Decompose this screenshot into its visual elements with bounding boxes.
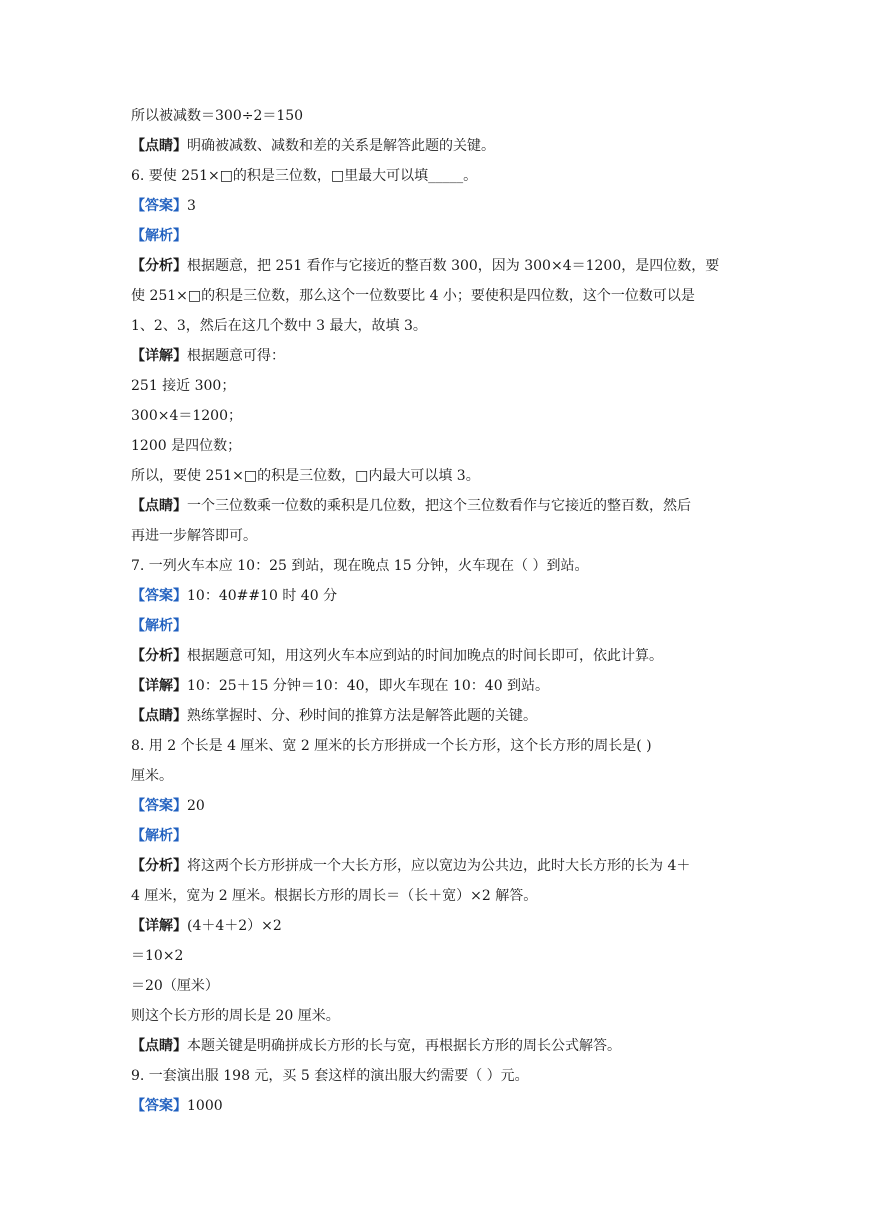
- section-tag: 【点睛】: [131, 708, 187, 724]
- text-line: [131, 736, 741, 756]
- text-line: [131, 136, 741, 156]
- text-line: [131, 796, 741, 816]
- line-text: 所以被减数＝300÷2＝150: [131, 108, 304, 124]
- text-line: [131, 976, 741, 996]
- section-tag: 【分析】: [131, 648, 187, 664]
- section-tag: 【分析】: [131, 858, 187, 874]
- line-text: 明确被减数、减数和差的关系是解答此题的关键。: [187, 138, 495, 154]
- text-line: [131, 166, 741, 186]
- text-line: [131, 826, 741, 846]
- section-tag: 【解析】: [131, 618, 187, 634]
- text-line: [131, 646, 741, 666]
- line-text: 10：25＋15 分钟＝10：40，即火车现在 10：40 到站。: [187, 678, 550, 694]
- line-text: 10：40##10 时 40 分: [187, 588, 338, 604]
- line-text: 再进一步解答即可。: [131, 528, 257, 544]
- text-line: [131, 886, 741, 906]
- text-line: [131, 1036, 741, 1056]
- text-line: [131, 106, 741, 126]
- line-text: 一个三位数乘一位数的乘积是几位数，把这个三位数看作与它接近的整百数，然后: [187, 498, 691, 514]
- line-text: ＝20（厘米）: [131, 978, 219, 994]
- section-tag: 【详解】: [131, 918, 187, 934]
- text-line: [131, 556, 741, 576]
- text-line: [131, 526, 741, 546]
- text-line: [131, 916, 741, 936]
- text-line: [131, 466, 741, 486]
- line-text: 根据题意，把 251 看作与它接近的整百数 300，因为 300×4＝1200，是四位数，要: [187, 258, 720, 274]
- text-line: [131, 316, 741, 336]
- line-text: 7. 一列火车本应 10：25 到站，现在晚点 15 分钟，火车现在（ ）到站。: [131, 558, 589, 574]
- line-text: 本题关键是明确拼成长方形的长与宽，再根据长方形的周长公式解答。: [187, 1038, 621, 1054]
- line-text: 8. 用 2 个长是 4 厘米、宽 2 厘米的长方形拼成一个长方形，这个长方形的周长是( ): [131, 738, 652, 754]
- line-text: 251 接近 300；: [131, 378, 236, 394]
- line-text: 4 厘米，宽为 2 厘米。根据长方形的周长＝（长＋宽）×2 解答。: [131, 888, 538, 904]
- text-line: [131, 856, 741, 876]
- text-line: [131, 376, 741, 396]
- section-tag: 【点睛】: [131, 1038, 187, 1054]
- section-tag: 【解析】: [131, 828, 187, 844]
- line-text: 20: [187, 798, 205, 814]
- section-tag: 【答案】: [131, 198, 187, 214]
- text-line: [131, 256, 741, 276]
- text-line: [131, 1096, 741, 1116]
- section-tag: 【点睛】: [131, 138, 187, 154]
- text-line: [131, 766, 741, 786]
- text-line: [131, 346, 741, 366]
- section-tag: 【答案】: [131, 1098, 187, 1114]
- section-tag: 【解析】: [131, 228, 187, 244]
- text-line: [131, 946, 741, 966]
- line-text: 6. 要使 251×□的积是三位数，□里最大可以填_____。: [131, 168, 478, 184]
- text-line: [131, 676, 741, 696]
- section-tag: 【答案】: [131, 798, 187, 814]
- line-text: 使 251×□的积是三位数，那么这个一位数要比 4 小；要使积是四位数，这个一位数可以是: [131, 288, 695, 304]
- section-tag: 【点睛】: [131, 498, 187, 514]
- text-line: [131, 406, 741, 426]
- line-text: 则这个长方形的周长是 20 厘米。: [131, 1008, 340, 1024]
- line-text: 厘米。: [131, 768, 173, 784]
- line-text: 3: [187, 198, 196, 214]
- text-line: [131, 1006, 741, 1026]
- line-text: 1、2、3，然后在这几个数中 3 最大，故填 3。: [131, 318, 427, 334]
- line-text: (4＋4＋2）×2: [187, 918, 282, 934]
- section-tag: 【详解】: [131, 348, 187, 364]
- section-tag: 【答案】: [131, 588, 187, 604]
- text-line: [131, 286, 741, 306]
- section-tag: 【分析】: [131, 258, 187, 274]
- text-line: [131, 706, 741, 726]
- text-line: [131, 196, 741, 216]
- text-line: [131, 496, 741, 516]
- line-text: 根据题意可知，用这列火车本应到站的时间加晚点的时间长即可，依此计算。: [187, 648, 663, 664]
- text-line: [131, 616, 741, 636]
- line-text: 300×4＝1200；: [131, 408, 242, 424]
- line-text: 1000: [187, 1098, 223, 1114]
- text-line: [131, 1066, 741, 1086]
- text-line: [131, 586, 741, 606]
- line-text: 9. 一套演出服 198 元，买 5 套这样的演出服大约需要（ ）元。: [131, 1068, 529, 1084]
- line-text: ＝10×2: [131, 948, 184, 964]
- text-line: [131, 226, 741, 246]
- line-text: 熟练掌握时、分、秒时间的推算方法是解答此题的关键。: [187, 708, 537, 724]
- line-text: 根据题意可得：: [187, 348, 285, 364]
- text-line: [131, 436, 741, 456]
- line-text: 将这两个长方形拼成一个大长方形，应以宽边为公共边，此时大长方形的长为 4＋: [187, 858, 691, 874]
- section-tag: 【详解】: [131, 678, 187, 694]
- line-text: 1200 是四位数；: [131, 438, 242, 454]
- line-text: 所以，要使 251×□的积是三位数，□内最大可以填 3。: [131, 468, 480, 484]
